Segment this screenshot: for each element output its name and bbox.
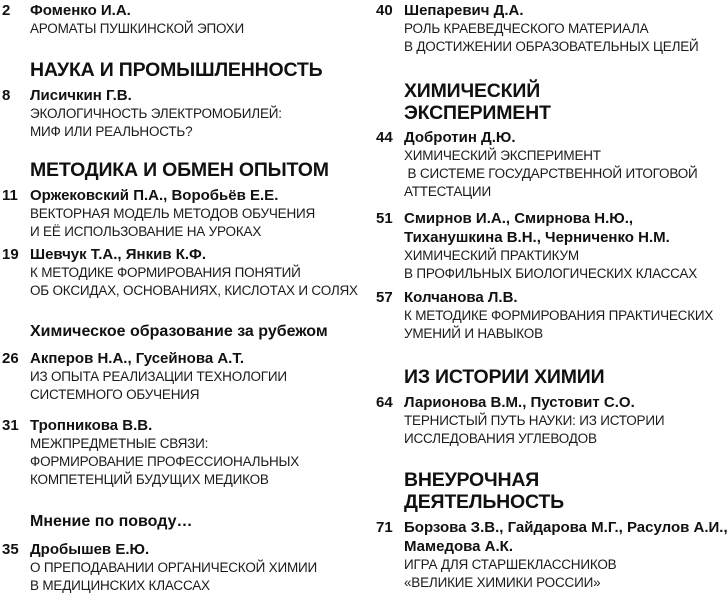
- article-title: К МЕТОДИКЕ ФОРМИРОВАНИЯ ПОНЯТИЙ: [30, 265, 301, 280]
- section-heading: ХИМИЧЕСКИЙ ЭКСПЕРИМЕНТ: [404, 80, 551, 124]
- article-title: О ПРЕПОДАВАНИИ ОРГАНИЧЕСКОЙ ХИМИИ: [30, 560, 318, 575]
- page-number: 44: [376, 129, 393, 146]
- article-author: Акперов Н.А., Гусейнова А.Т.: [30, 350, 244, 367]
- page-number: 8: [2, 87, 11, 104]
- toc-entry[interactable]: [374, 288, 713, 343]
- article-title: К МЕТОДИКЕ ФОРМИРОВАНИЯ ПРАКТИЧЕСКИХ: [404, 308, 714, 323]
- page-number: 2: [2, 2, 11, 19]
- article-title: КОМПЕТЕНЦИЙ БУДУЩИХ МЕДИКОВ: [30, 472, 269, 487]
- page-number: 11: [2, 187, 18, 204]
- article-title: УМЕНИЙ И НАВЫКОВ: [404, 326, 543, 341]
- article-title: «ВЕЛИКИЕ ХИМИКИ РОССИИ»: [404, 575, 601, 590]
- toc-entry[interactable]: [374, 1, 699, 56]
- article-title: МИФ ИЛИ РЕАЛЬНОСТЬ?: [30, 124, 193, 139]
- section-subheading: Мнение по поводу…: [30, 513, 193, 530]
- article-author: Фоменко И.А.: [30, 2, 131, 19]
- toc-entry[interactable]: [0, 349, 287, 404]
- article-author: Шевчук Т.А., Янкив К.Ф.: [30, 246, 207, 263]
- article-author: Лисичкин Г.В.: [30, 87, 132, 104]
- article-title: ТЕРНИСТЫЙ ПУТЬ НАУКИ: ИЗ ИСТОРИИ: [404, 413, 665, 428]
- article-author: Колчанова Л.В.: [404, 289, 518, 306]
- article-title: ОБ ОКСИДАХ, ОСНОВАНИЯХ, КИСЛОТАХ И СОЛЯХ: [30, 283, 358, 298]
- page-number: 26: [2, 350, 19, 367]
- page-number: 51: [376, 210, 393, 227]
- toc-entry[interactable]: [0, 416, 299, 489]
- article-title: АТТЕСТАЦИИ: [404, 184, 491, 199]
- toc-entry[interactable]: [0, 186, 315, 241]
- section-heading: ВНЕУРОЧНАЯ ДЕЯТЕЛЬНОСТЬ: [404, 469, 564, 513]
- article-title: В ДОСТИЖЕНИИ ОБРАЗОВАТЕЛЬНЫХ ЦЕЛЕЙ: [404, 39, 699, 54]
- toc-entry[interactable]: [0, 540, 317, 595]
- toc-entry[interactable]: [374, 128, 698, 201]
- article-title: И ЕЁ ИСПОЛЬЗОВАНИЕ НА УРОКАХ: [30, 224, 262, 239]
- article-title: ВЕКТОРНАЯ МОДЕЛЬ МЕТОДОВ ОБУЧЕНИЯ: [30, 206, 316, 221]
- article-title: СИСТЕМНОГО ОБУЧЕНИЯ: [30, 387, 200, 402]
- article-author: Тропникова В.В.: [30, 417, 153, 434]
- section-subheading: Химическое образование за рубежом: [30, 323, 328, 340]
- article-author: Тиханушкина В.Н., Черниченко Н.М.: [404, 229, 670, 246]
- article-title: В СИСТЕМЕ ГОСУДАРСТВЕННОЙ ИТОГОВОЙ: [404, 166, 698, 181]
- article-title: МЕЖПРЕДМЕТНЫЕ СВЯЗИ:: [30, 436, 209, 451]
- toc-entry[interactable]: [374, 209, 697, 283]
- article-author: Дробышев Е.Ю.: [30, 541, 150, 558]
- article-title: ХИМИЧЕСКИЙ ЭКСПЕРИМЕНТ: [404, 148, 601, 163]
- page-number: 31: [2, 417, 19, 434]
- article-title: ИГРА ДЛЯ СТАРШЕКЛАССНИКОВ: [404, 557, 617, 572]
- article-author: Мамедова А.К.: [404, 538, 513, 555]
- toc-entry[interactable]: [374, 393, 664, 448]
- article-author: Ларионова В.М., Пустовит С.О.: [404, 394, 635, 411]
- toc-entry[interactable]: [0, 86, 282, 141]
- article-title: ФОРМИРОВАНИЕ ПРОФЕССИОНАЛЬНЫХ: [30, 454, 300, 469]
- page-number: 71: [376, 519, 393, 536]
- article-title: ХИМИЧЕСКИЙ ПРАКТИКУМ: [404, 248, 579, 263]
- toc-entry[interactable]: [0, 1, 244, 38]
- article-title: ИЗ ОПЫТА РЕАЛИЗАЦИИ ТЕХНОЛОГИИ: [30, 369, 287, 384]
- page-number: 64: [376, 394, 393, 411]
- toc-entry[interactable]: [374, 518, 728, 592]
- page-number: 57: [376, 289, 393, 306]
- article-title: ЭКОЛОГИЧНОСТЬ ЭЛЕКТРОМОБИЛЕЙ:: [30, 106, 282, 121]
- article-title: АРОМАТЫ ПУШКИНСКОЙ ЭПОХИ: [30, 21, 244, 36]
- article-title: ИССЛЕДОВАНИЯ УГЛЕВОДОВ: [404, 431, 597, 446]
- toc-entry[interactable]: [0, 245, 358, 300]
- article-author: Борзова З.В., Гайдарова М.Г., Расулов А.И.,: [404, 519, 728, 536]
- article-author: Добротин Д.Ю.: [404, 129, 516, 146]
- article-title: В ПРОФИЛЬНЫХ БИОЛОГИЧЕСКИХ КЛАССАХ: [404, 266, 698, 281]
- article-author: Оржековский П.А., Воробьёв Е.Е.: [30, 187, 279, 204]
- page-number: 19: [2, 246, 19, 263]
- article-author: Шепаревич Д.А.: [404, 2, 524, 19]
- article-author: Смирнов И.А., Смирнова Н.Ю.,: [404, 210, 634, 227]
- page-number: 40: [376, 2, 393, 19]
- article-title: В МЕДИЦИНСКИХ КЛАССАХ: [30, 578, 210, 593]
- page-number: 35: [2, 541, 19, 558]
- article-title: РОЛЬ КРАЕВЕДЧЕСКОГО МАТЕРИАЛА: [404, 21, 649, 36]
- section-heading: ИЗ ИСТОРИИ ХИМИИ: [404, 366, 605, 388]
- section-heading: НАУКА И ПРОМЫШЛЕННОСТЬ: [30, 59, 323, 81]
- section-heading: МЕТОДИКА И ОБМЕН ОПЫТОМ: [30, 159, 329, 181]
